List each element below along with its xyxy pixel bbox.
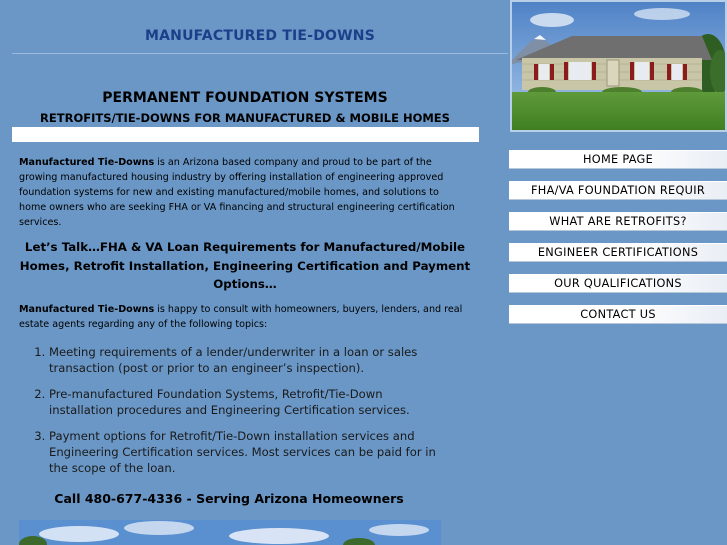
nav-contact-us[interactable]: CONTACT US (509, 305, 727, 324)
consult-company-name: Manufactured Tie-Downs (19, 304, 155, 315)
nav-home-page[interactable]: HOME PAGE (509, 150, 727, 169)
main-heading: PERMANENT FOUNDATION SYSTEMS (102, 90, 388, 106)
nav-fha-va-foundation[interactable]: FHA/VA FOUNDATION REQUIR (509, 181, 727, 200)
bottom-photo (19, 520, 441, 545)
nav-engineer-certifications[interactable]: ENGINEER CERTIFICATIONS (509, 243, 727, 262)
title-divider (12, 53, 508, 54)
intro-text: is an Arizona based company and proud to be part of the growing manufactured housing industry by offering installation of engineering approved foundation systems for new and existing manufactured/mobile homes, and solutions to home owners who are seeking FHA or VA financing and structural engineering certification services. (19, 157, 455, 228)
list-item: 1. Meeting requirements of a lender/underwriter in a loan or sales transaction (post or prior to an engineer’s inspection). (49, 344, 439, 376)
lets-talk-heading: Let’s Talk…FHA & VA Loan Requirements for Manufactured/Mobile Homes, Retrofit Installation, Engineering Certification and Payment Options… (19, 240, 471, 291)
intro-paragraph (19, 155, 459, 230)
house-illustration (512, 2, 725, 130)
list-item: 2. Pre-manufactured Foundation Systems, Retrofit/Tie-Down installation procedures and Engineering Certification services. (49, 386, 439, 418)
consult-paragraph (19, 302, 464, 332)
white-banner-bar (12, 127, 479, 142)
nav-our-qualifications[interactable]: OUR QUALIFICATIONS (509, 274, 727, 293)
list-item: 3. Payment options for Retrofit/Tie-Down installation services and Engineering Certification services. Most services can be paid for in the scope of the loan. (49, 428, 439, 476)
sub-heading: RETROFITS/TIE-DOWNS FOR MANUFACTURED & MOBILE HOMES (40, 111, 450, 125)
nav-what-are-retrofits[interactable]: WHAT ARE RETROFITS? (509, 212, 727, 231)
intro-company-name: Manufactured Tie-Downs (19, 157, 155, 168)
site-title: MANUFACTURED TIE-DOWNS (145, 28, 375, 44)
call-phone-line: Call 480-677-4336 - Serving Arizona Homeowners (54, 491, 404, 506)
consult-text: is happy to consult with homeowners, buyers, lenders, and real estate agents regarding any of the following topics: (19, 304, 463, 330)
manufactured-home-photo (510, 0, 727, 132)
sky-photo-strip (19, 520, 441, 545)
topics-list (19, 344, 439, 486)
